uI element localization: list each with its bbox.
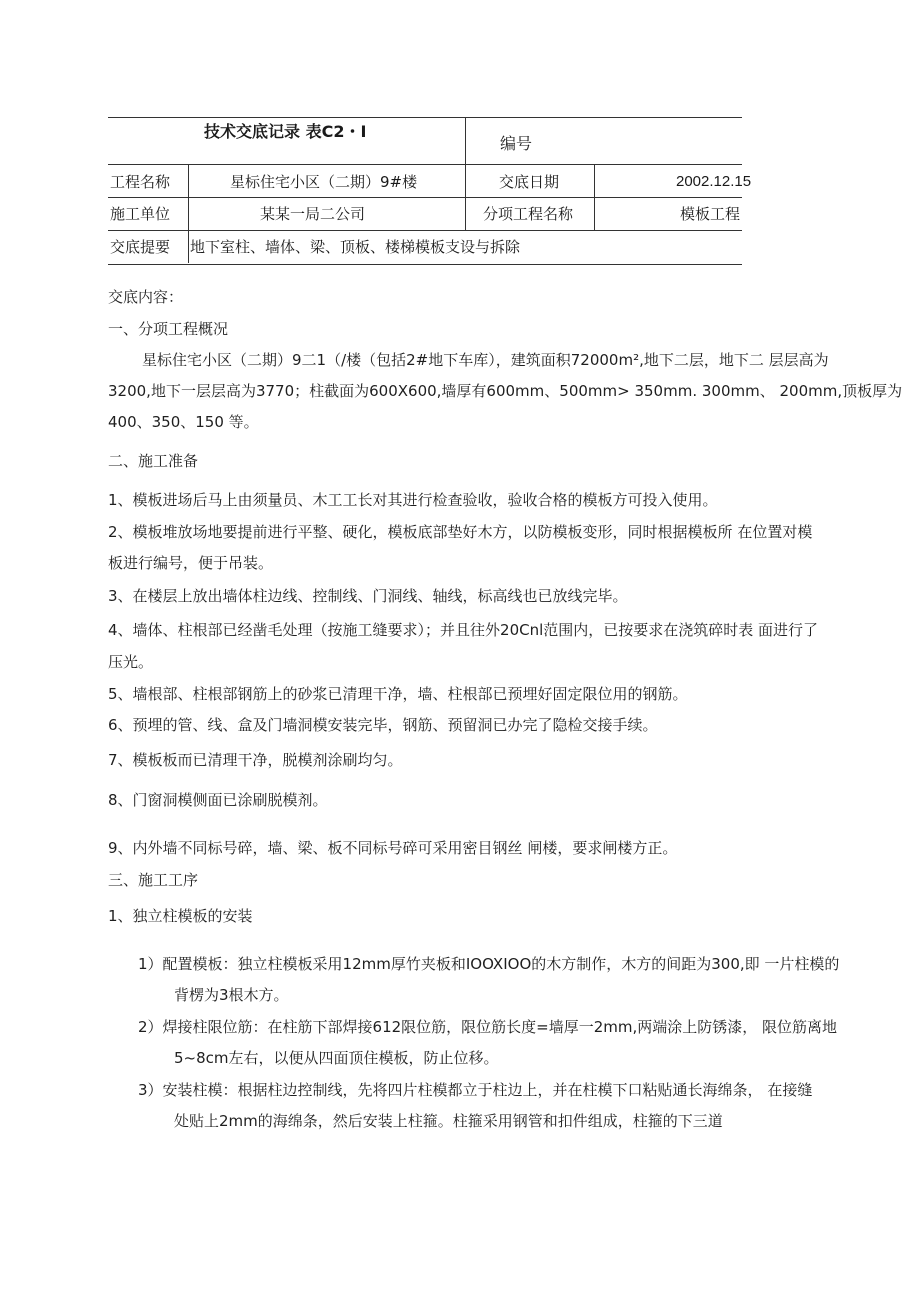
construction-unit-label: 施工单位 bbox=[110, 205, 171, 223]
content-intro: 交底内容： bbox=[108, 288, 184, 306]
handover-date-label: 交底日期 bbox=[499, 173, 560, 191]
header-table bbox=[108, 117, 752, 265]
list-item: 6、预埋的管、线、盒及门墙洞模安装完毕，钢筋、预留洞已办完了隐检交接手续。 bbox=[108, 716, 658, 734]
construction-unit-value: 某某一局二公司 bbox=[260, 205, 366, 223]
form-code: 表C2・I bbox=[305, 122, 367, 141]
table-rule bbox=[465, 118, 466, 230]
list-item: 8、门窗洞模侧面已涂刷脱模剂。 bbox=[108, 791, 328, 809]
list-item-continued: 板进行编号，便于吊装。 bbox=[108, 554, 274, 572]
summary-label: 交底提要 bbox=[110, 238, 171, 256]
table-rule bbox=[108, 197, 742, 198]
list-item: 7、模板板而已清理干净，脱模剂涂刷均匀。 bbox=[108, 751, 403, 769]
list-item: 4、墙体、柱根部已经凿毛处理（按施工缝要求）；并且往外20Cnl范围内，已按要求在浇筑碎时表 面进行了 bbox=[108, 621, 819, 639]
list-item: 3、在楼层上放出墙体柱边线、控制线、门洞线、轴线，标高线也已放线完毕。 bbox=[108, 587, 628, 605]
number-label: 编号 bbox=[500, 134, 533, 153]
list-item: 5、墙根部、柱根部钢筋上的砂浆已清理干净，墙、柱根部已预埋好固定限位用的钢筋。 bbox=[108, 685, 688, 703]
step-item-continued: 背楞为3根木方。 bbox=[174, 986, 289, 1004]
section-3-title: 三、施工工序 bbox=[108, 871, 199, 889]
step-item: 3）安装柱模：根据柱边控制线，先将四片柱模都立于柱边上，并在柱模下口粘贴通长海绵条， 在接缝 bbox=[138, 1081, 813, 1099]
summary-value: 地下室柱、墙体、梁、顶板、楼梯模板支设与拆除 bbox=[190, 238, 521, 256]
section-1-paragraph-line: 400、350、150 等。 bbox=[108, 413, 259, 431]
step-item: 2）焊接柱限位筋：在柱筋下部焊接612限位筋，限位筋长度=墙厚一2mm,两端涂上防锈漆， 限位筋离地 bbox=[138, 1018, 838, 1036]
list-item: 9、内外墙不同标号碎，墙、梁、板不同标号碎可采用密目钢丝 闸楼，要求闸楼方正。 bbox=[108, 839, 678, 857]
form-title bbox=[204, 122, 366, 142]
table-rule bbox=[108, 164, 742, 165]
section-2-title: 二、施工准备 bbox=[108, 452, 199, 470]
section-1-paragraph-line: 星标住宅小区（二期）9二1（/楼（包括2#地下车库），建筑面积72000m²,地下二层，地下二 层层高为 bbox=[142, 351, 829, 369]
subsection-title: 1、独立柱模板的安装 bbox=[108, 907, 253, 925]
form-title-text: 技术交底记录 bbox=[204, 122, 301, 141]
table-rule bbox=[188, 164, 189, 263]
step-item-continued: 处贴上2mm的海绵条，然后安装上柱箍。柱箍采用钢管和扣件组成，柱箍的下三道 bbox=[174, 1112, 723, 1130]
list-item: 1、模板进场后马上由须量员、木工工长对其进行检查验收，验收合格的模板方可投入使用。 bbox=[108, 491, 718, 509]
step-item: 1）配置模板：独立柱模板采用12mm厚竹夹板和IOOXIOO的木方制作，木方的间距为300,即 一片柱模的 bbox=[138, 955, 840, 973]
project-name-label: 工程名称 bbox=[110, 173, 171, 191]
sub-project-value: 模板工程 bbox=[680, 205, 741, 223]
list-item: 2、模板堆放场地要提前进行平整、硬化，模板底部垫好木方，以防模板变形，同时根据模板所 在位置对模 bbox=[108, 523, 813, 541]
list-item-continued: 压光。 bbox=[108, 653, 154, 671]
handover-date-value: 2002.12.15 bbox=[676, 173, 752, 190]
project-name-value: 星标住宅小区（二期）9#楼 bbox=[230, 173, 418, 191]
section-1-title: 一、分项工程概况 bbox=[108, 320, 229, 338]
sub-project-label: 分项工程名称 bbox=[483, 205, 574, 223]
step-item-continued: 5~8cm左右，以便从四面顶住模板，防止位移。 bbox=[174, 1049, 499, 1067]
section-1-paragraph-line: 3200,地下一层层高为3770；柱截面为600X600,墙厚有600mm、500mm> 350mm. 300mm、 200mm,顶板厚为 bbox=[108, 382, 903, 400]
table-rule bbox=[108, 230, 742, 231]
table-rule bbox=[594, 164, 595, 230]
